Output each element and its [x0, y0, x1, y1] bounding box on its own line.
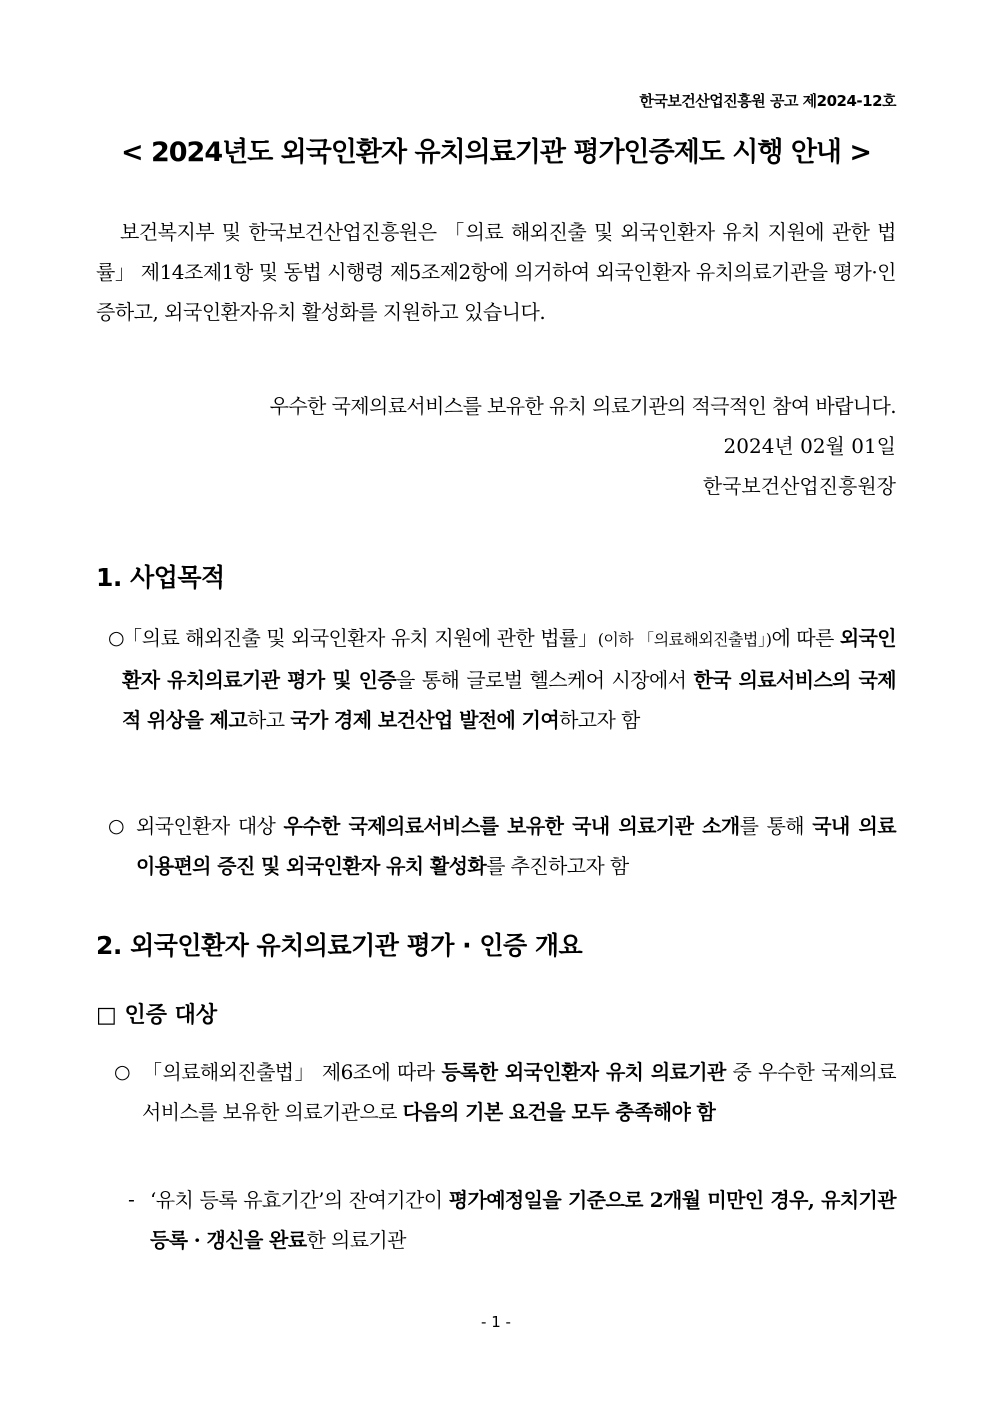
target-bullet-1	[114, 1052, 896, 1132]
dash-bullet-icon: -	[128, 1189, 135, 1211]
bold-span: 국가 경제 보건산업 발전에 기여	[290, 708, 560, 732]
text-span: 하고자 함	[559, 708, 640, 732]
circle-bullet-icon: ○	[108, 815, 124, 837]
section-1-heading: 1. 사업목적	[96, 563, 225, 592]
page-title: < 2024년도 외국인환자 유치의료기관 평가인증제도 시행 안내 >	[120, 137, 872, 168]
text-span: 「의료해외진출법」 제6조에 따라	[142, 1060, 442, 1084]
text-span: 에 따른	[771, 626, 840, 650]
bold-span: 다음의 기본 요건을 모두 충족해야 함	[402, 1100, 716, 1124]
text-span: 하고	[247, 708, 291, 732]
bold-span: 국내 의료 이용편의 증진 및 외국인환자 유치 활성화	[136, 814, 896, 878]
text-span: 한 의료기관	[306, 1228, 406, 1252]
text-span: 를 통해	[739, 814, 813, 838]
text-span: 외국인환자 대상	[136, 814, 284, 838]
purpose-bullet-2	[108, 806, 896, 886]
text-span: 를 추진하고자 함	[486, 854, 629, 878]
circle-bullet-icon: ○	[108, 627, 124, 649]
bold-span: 한국 의료서비스의 국제적 위상을 제고	[122, 668, 896, 732]
text-span: 중 우수한 국제의료서비스를 보유한 의료기관으로	[142, 1060, 896, 1124]
circle-bullet-icon: ○	[114, 1061, 130, 1083]
purpose-bullet-1	[108, 618, 896, 740]
notice-number: 한국보건산업진흥원 공고 제2024-12호	[639, 92, 896, 110]
target-dash-item-1	[128, 1180, 897, 1260]
text-span: ‘유치 등록 유효기간’의 잔여기간이	[150, 1188, 449, 1212]
notice-date: 2024년 02월 01일	[723, 434, 896, 458]
law-abbreviation: (이하 「의료해외진출법」)	[597, 630, 772, 649]
law-name: 「의료 해외진출 및 외국인환자 유치 지원에 관한 법률」	[122, 626, 598, 650]
participation-appeal: 우수한 국제의료서비스를 보유한 유치 의료기관의 적극적인 참여 바랍니다.	[269, 394, 896, 418]
intro-paragraph: 보건복지부 및 한국보건산업진흥원은 「의료 해외진출 및 외국인환자 유치 지원에 관한 법률」 제14조제1항 및 동법 시행령 제5조제2항에 의거하여 외국인환자 유치의료기관을 평가·인증하고, 외국인환자유치 활성화를 지원하고 있습니다.	[96, 220, 896, 324]
bold-span: 우수한 국제의료서비스를 보유한 국내 의료기관 소개	[283, 814, 740, 838]
text-span: 을 통해 글로벌 헬스케어 시장에서	[396, 668, 694, 692]
subheading-target: □ 인증 대상	[96, 1002, 218, 1028]
issuer-name: 한국보건산업진흥원장	[702, 474, 896, 498]
page-number: - 1 -	[481, 1313, 511, 1331]
bold-span: 외국인환자 유치의료기관 평가 및 인증	[122, 626, 896, 692]
bold-span: 등록한 외국인환자 유치 의료기관	[441, 1060, 726, 1084]
section-2-heading: 2. 외국인환자 유치의료기관 평가 · 인증 개요	[96, 931, 583, 960]
bold-span: 평가예정일을 기준으로 2개월 미만인 경우, 유치기관 등록 · 갱신을 완료	[150, 1188, 897, 1252]
